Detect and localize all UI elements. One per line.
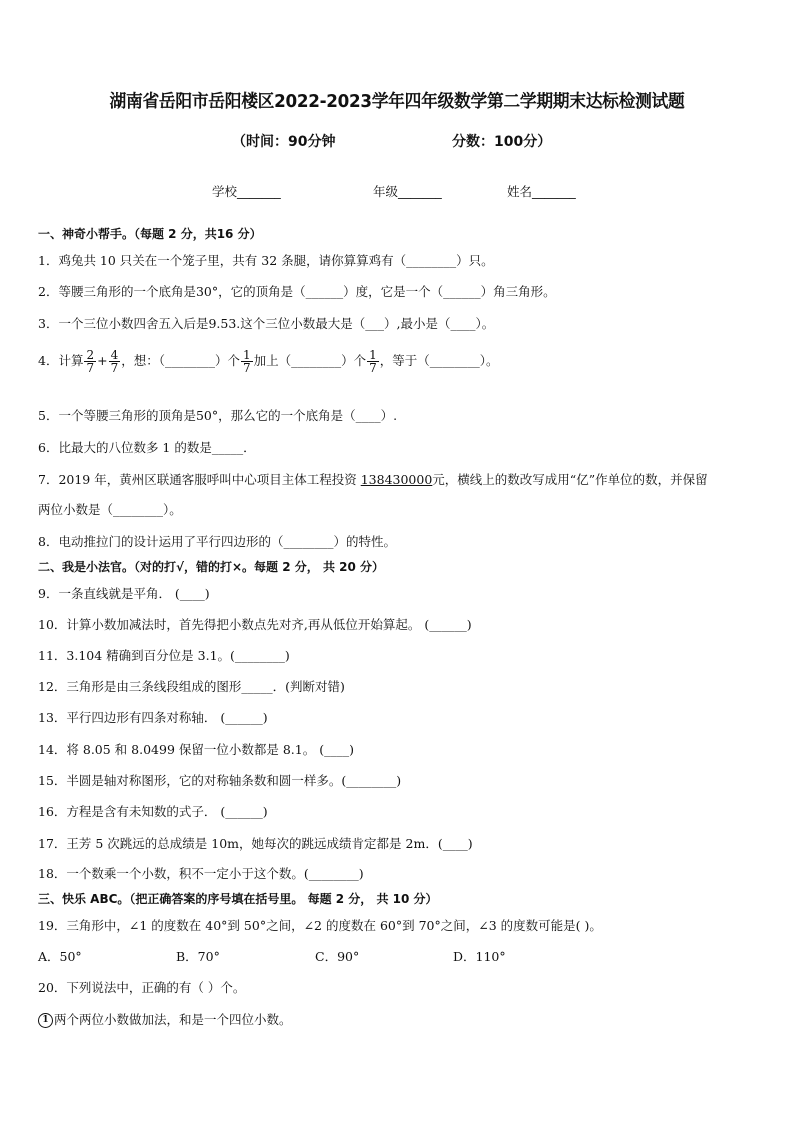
question-16: 16．方程是含有未知数的式子． (______): [38, 804, 268, 819]
q20-item-1: [38, 1010, 292, 1028]
circled-number-one-icon: 1: [38, 1013, 53, 1028]
fraction-4-7: $\frac{4}{7}$: [110, 348, 119, 375]
question-1: 1．鸡兔共 10 只关在一个笼子里，共有 32 条腿，请你算算鸡有（________）只。: [38, 253, 494, 268]
question-7-line-2: 两位小数是（________）。: [38, 502, 182, 517]
question-12: 12．三角形是由三条线段组成的图形_____．(判断对错): [38, 679, 345, 694]
exam-title: 湖南省岳阳市岳阳楼区2022-2023学年四年级数学第二学期期末达标检测试题: [109, 92, 685, 112]
name-field[interactable]: 姓名_______: [507, 184, 576, 199]
question-13: 13．平行四边形有四条对称轴． (______): [38, 710, 268, 725]
question-18: 18．一个数乘一个小数，积不一定小于这个数。(________): [38, 866, 364, 881]
question-19: 19．三角形中，∠1 的度数在 40°到 50°之间，∠2 的度数在 60°到 70°之间，∠3 的度数可能是( )。: [38, 918, 602, 933]
grade-field[interactable]: 年级_______: [373, 184, 442, 199]
q4-mid2: 加上（________）个: [253, 353, 367, 368]
question-17: 17．王芳 5 次跳远的总成绩是 10m，她每次的跳远成绩肯定都是 2m．(____): [38, 836, 473, 851]
school-field[interactable]: 学校_______: [212, 184, 281, 199]
question-7: [38, 470, 708, 488]
question-20: 20．下列说法中，正确的有（ ）个。: [38, 980, 246, 995]
question-2: 2．等腰三角形的一个底角是30°，它的顶角是（______）度，它是一个（______）角三角形。: [38, 284, 556, 299]
q20-item-1-text: 两个两位小数做加法，和是一个四位小数。: [54, 1012, 292, 1027]
time-label: （时间：90分钟: [232, 134, 336, 150]
q19-option-d: D．110°: [453, 949, 506, 964]
section-3-heading: 三、快乐 ABC。（把正确答案的序号填在括号里。 每题 2 分， 共 10 分）: [38, 892, 438, 906]
question-8: 8．电动推拉门的设计运用了平行四边形的（________）的特性。: [38, 534, 396, 549]
q19-option-a: A．50°: [38, 949, 82, 964]
question-11: 11．3.104 精确到百分位是 3.1。(________): [38, 648, 290, 663]
section-1-heading: 一、神奇小帮手。（每题 2 分，共16 分）: [38, 227, 262, 241]
q4-mid1: ，想：（________）个: [121, 353, 240, 368]
question-9: 9．一条直线就是平角． (____): [38, 586, 210, 601]
q19-option-c: C．90°: [315, 949, 360, 964]
question-5: 5．一个等腰三角形的顶角是50°，那么它的一个底角是（____）.: [38, 408, 398, 423]
plus-sign: +: [97, 353, 108, 368]
fraction-1-7-a: $\frac{1}{7}$: [242, 348, 251, 375]
question-6: 6．比最大的八位数多 1 的数是_____．: [38, 440, 256, 455]
q4-suffix: ，等于（________）。: [379, 353, 499, 368]
fraction-2-7: $\frac{2}{7}$: [86, 348, 95, 375]
q19-option-b: B．70°: [176, 949, 220, 964]
question-4: [38, 349, 499, 374]
q4-prefix: 4．计算: [38, 353, 84, 368]
question-3: 3．一个三位小数四舍五入后是9.53.这个三位小数最大是（___）,最小是（____）。: [38, 316, 495, 331]
q7-prefix: 7．2019 年，黄州区联通客服呼叫中心项目主体工程投资: [38, 472, 361, 487]
section-2-heading: 二、我是小法官。（对的打√，错的打×。每题 2 分， 共 20 分）: [38, 560, 384, 574]
q7-underlined-number: 138430000: [360, 472, 433, 487]
question-14: 14．将 8.05 和 8.0499 保留一位小数都是 8.1。 (____): [38, 742, 354, 757]
score-label: 分数：100分）: [452, 134, 552, 150]
fraction-1-7-b: $\frac{1}{7}$: [369, 348, 377, 375]
q7-suffix: 元，横线上的数改写成用“亿”作单位的数，并保留: [432, 472, 708, 487]
question-15: 15．半圆是轴对称图形，它的对称轴条数和圆一样多。(________): [38, 773, 402, 788]
question-10: 10．计算小数加减法时，首先得把小数点先对齐,再从低位开始算起。 (______): [38, 617, 472, 632]
